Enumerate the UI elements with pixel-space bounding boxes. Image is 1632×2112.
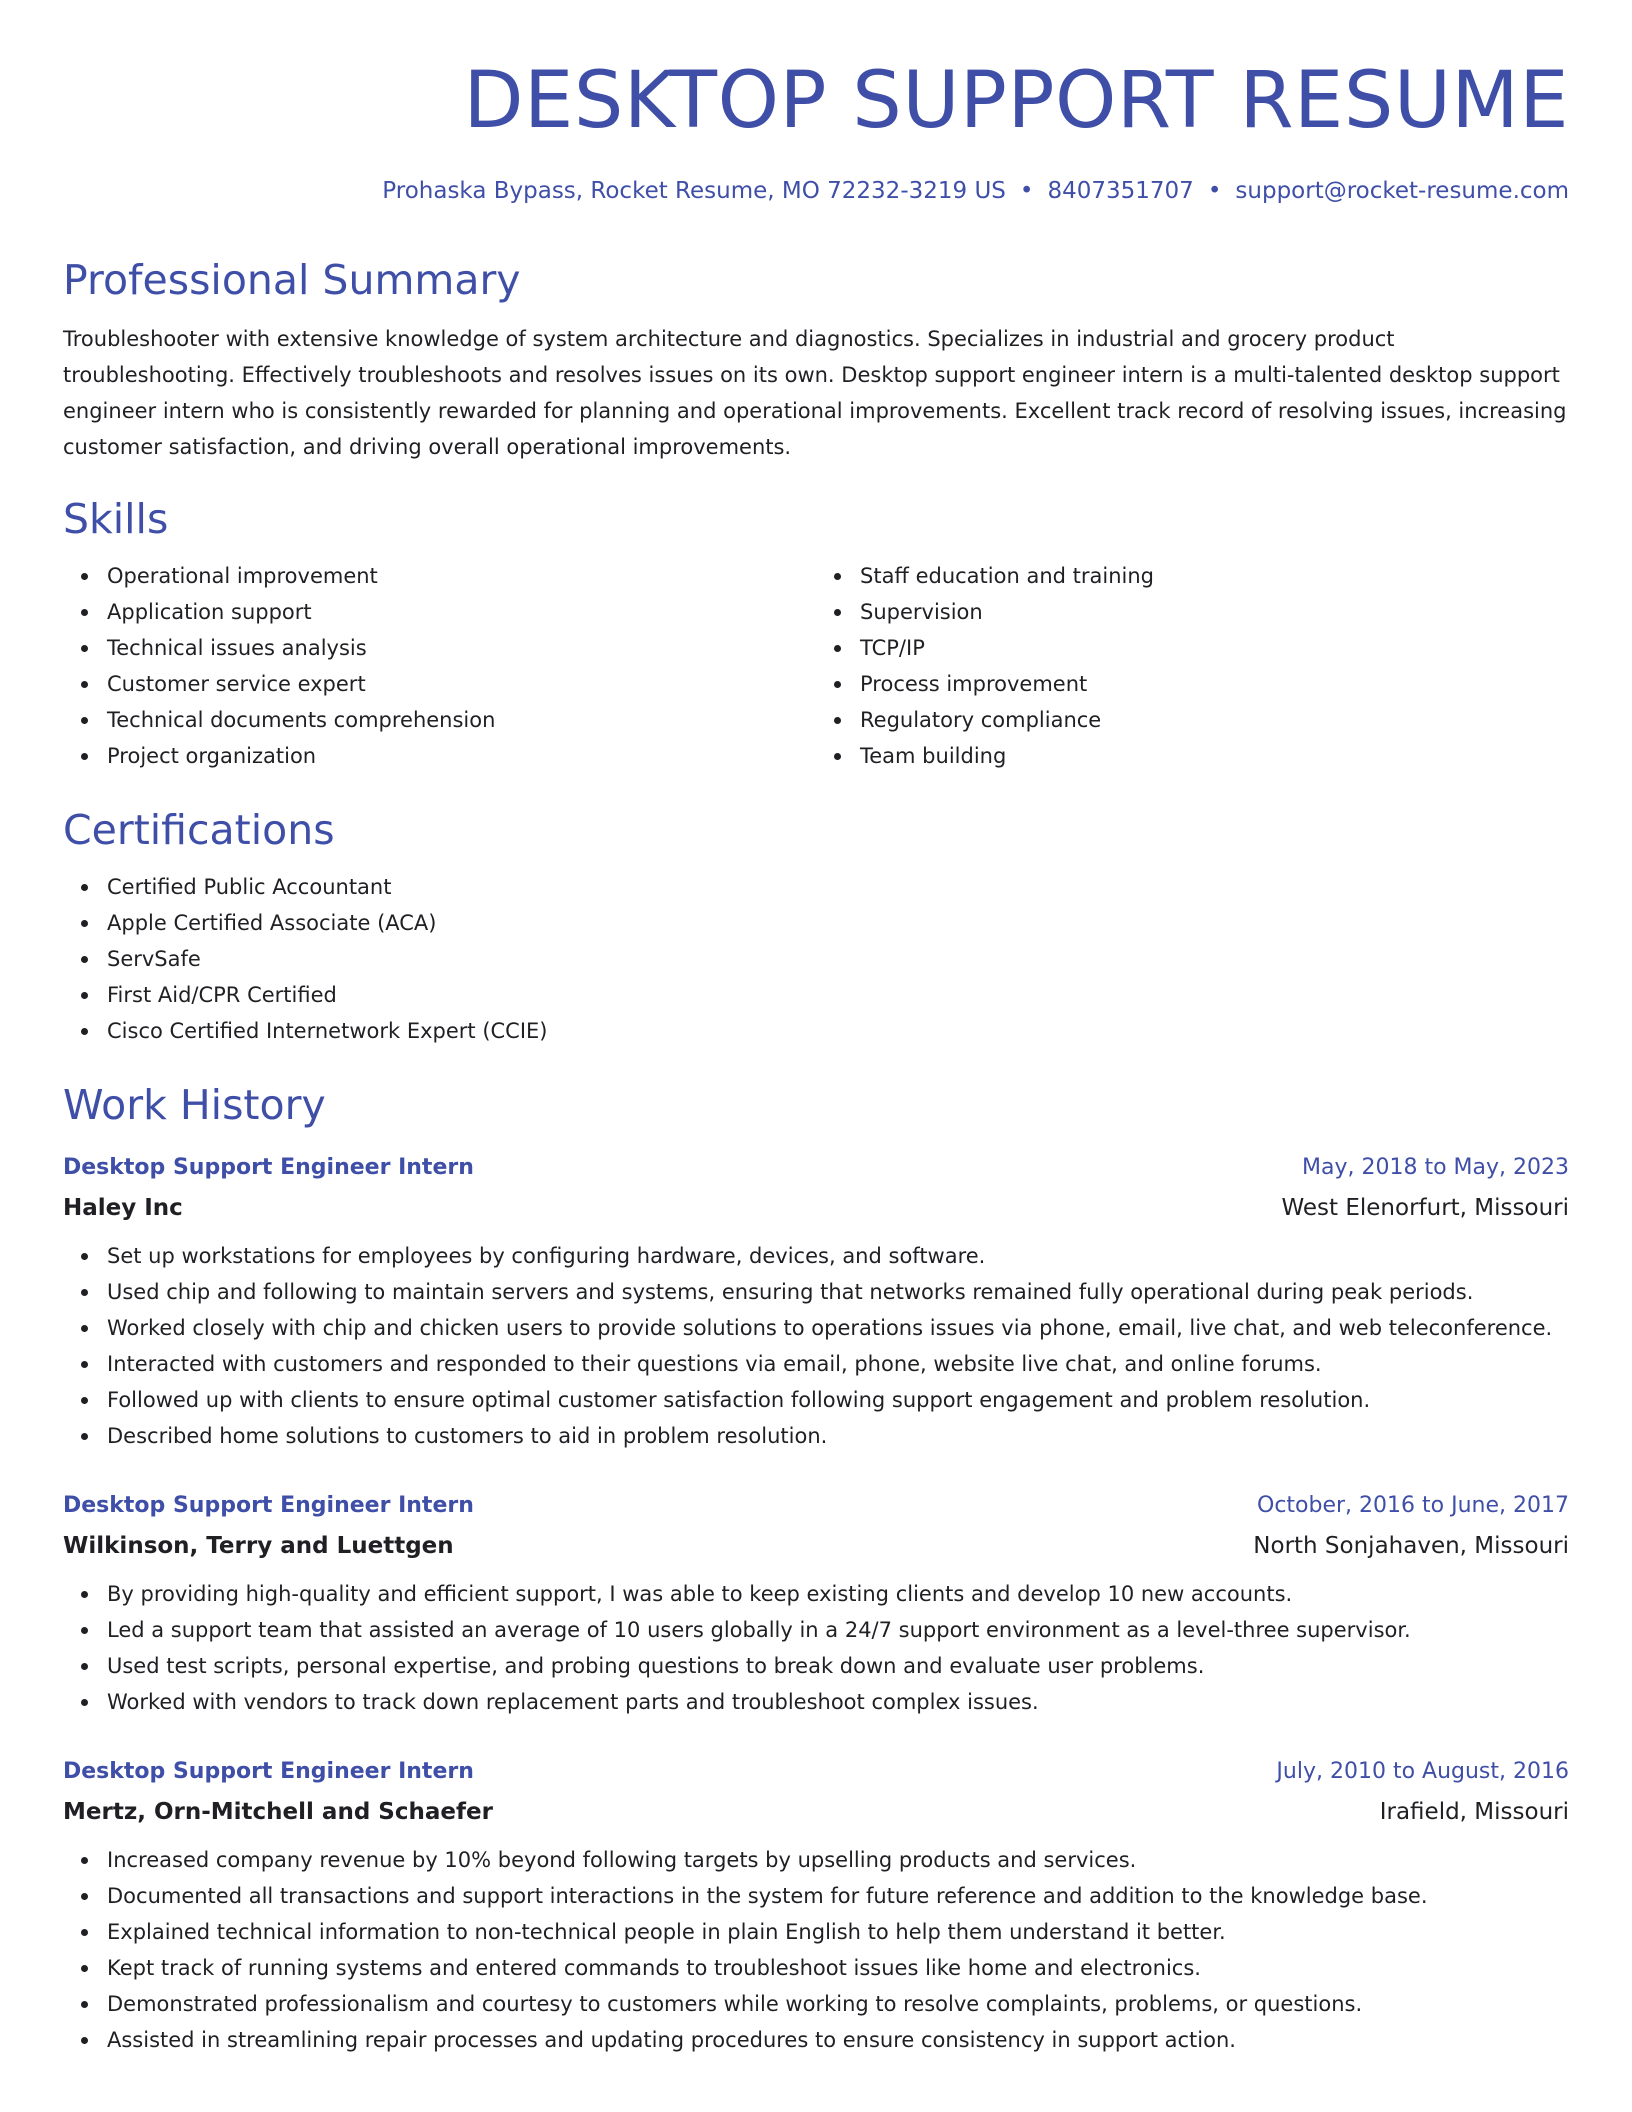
skills-heading: Skills (63, 494, 169, 543)
job-duty: Worked with vendors to track down replacement parts and troubleshoot complex issues. (107, 1684, 1569, 1720)
skills-list-left (63, 558, 816, 774)
skill-item: Staff education and training (860, 558, 1569, 594)
work-history-heading: Work History (63, 1081, 326, 1130)
contact-separator: • (1019, 178, 1034, 204)
certification-item: Cisco Certified Internetwork Expert (CCIE) (107, 1013, 1569, 1049)
contact-line (63, 178, 1569, 206)
job-duty: By providing high-quality and efficient support, I was able to keep existing clients and develop 10 new accounts. (107, 1576, 1569, 1612)
skill-item: Operational improvement (107, 558, 816, 594)
contact-separator: • (1207, 178, 1222, 204)
job-duty: Set up workstations for employees by configuring hardware, devices, and software. (107, 1238, 1569, 1274)
skill-item: Customer service expert (107, 666, 816, 702)
job-company: Wilkinson, Terry and Luettgen (63, 1533, 454, 1560)
job-location: Irafield, Missouri (1379, 1799, 1569, 1826)
job-duty: Used test scripts, personal expertise, and probing questions to break down and evaluate user problems. (107, 1648, 1569, 1684)
contact-email: support@rocket-resume.com (1235, 178, 1569, 204)
certification-item: First Aid/CPR Certified (107, 977, 1569, 1013)
skills-columns (63, 558, 1569, 774)
certifications-list (63, 869, 1569, 1049)
job-duties-list (63, 1576, 1569, 1720)
skill-item: TCP/IP (860, 630, 1569, 666)
skill-item: Technical issues analysis (107, 630, 816, 666)
job-header-row (63, 1486, 1569, 1526)
job-duty: Increased company revenue by 10% beyond following targets by upselling products and services. (107, 1842, 1569, 1878)
job-location: West Elenorfurt, Missouri (1281, 1195, 1569, 1222)
job-duty: Explained technical information to non-technical people in plain English to help them understand it better. (107, 1914, 1569, 1950)
certifications-heading: Certifications (63, 805, 335, 854)
summary-text: Troubleshooter with extensive knowledge of system architecture and diagnostics. Specializes in industrial and grocery product troubleshooting. Effectively troubleshoots and resolves issues on its own. Desktop support engineer intern is a multi-talented desktop support engineer intern who is consistently rewarded for planning and operational improvements. Excellent track record of resolving issues, increasing customer satisfaction, and driving overall operational improvements. (63, 326, 1567, 459)
job-dates: October, 2016 to June, 2017 (1257, 1493, 1569, 1519)
contact-phone: 8407351707 (1047, 178, 1194, 204)
job-header-row (63, 1752, 1569, 1792)
job-duty: Documented all transactions and support interactions in the system for future reference and addition to the knowledge base. (107, 1878, 1569, 1914)
job-duty: Described home solutions to customers to aid in problem resolution. (107, 1418, 1569, 1454)
job-company-row (63, 1188, 1569, 1228)
job-company-row (63, 1792, 1569, 1832)
skill-item: Technical documents comprehension (107, 702, 816, 738)
certification-item: ServSafe (107, 941, 1569, 977)
job-duty: Interacted with customers and responded to their questions via email, phone, website live chat, and online forums. (107, 1346, 1569, 1382)
contact-address: Prohaska Bypass, Rocket Resume, MO 72232-3219 US (382, 178, 1006, 204)
skills-list-right (816, 558, 1569, 774)
job-duties-list (63, 1842, 1569, 2058)
certification-item: Certified Public Accountant (107, 869, 1569, 905)
job-header-row (63, 1148, 1569, 1188)
job-entry (63, 1752, 1569, 2058)
job-entry (63, 1486, 1569, 1720)
job-duties-list (63, 1238, 1569, 1454)
job-duty: Followed up with clients to ensure optimal customer satisfaction following support engagement and problem resolution. (107, 1382, 1569, 1418)
job-duty: Led a support team that assisted an average of 10 users globally in a 24/7 support environment as a level-three supervisor. (107, 1612, 1569, 1648)
job-entry (63, 1148, 1569, 1454)
job-duty: Used chip and following to maintain servers and systems, ensuring that networks remained fully operational during peak periods. (107, 1274, 1569, 1310)
job-duty: Assisted in streamlining repair processes and updating procedures to ensure consistency in support action. (107, 2022, 1569, 2058)
job-location: North Sonjahaven, Missouri (1253, 1533, 1569, 1560)
job-dates: May, 2018 to May, 2023 (1302, 1155, 1569, 1181)
job-duty: Worked closely with chip and chicken users to provide solutions to operations issues via phone, email, live chat, and web teleconference. (107, 1310, 1569, 1346)
summary-heading: Professional Summary (63, 255, 521, 304)
job-duty: Kept track of running systems and entered commands to troubleshoot issues like home and electronics. (107, 1950, 1569, 1986)
job-title: Desktop Support Engineer Intern (63, 1155, 474, 1181)
resume-name: DESKTOP SUPPORT RESUME (463, 56, 1569, 146)
job-title: Desktop Support Engineer Intern (63, 1759, 474, 1785)
job-company: Mertz, Orn-Mitchell and Schaefer (63, 1799, 493, 1826)
skill-item: Team building (860, 738, 1569, 774)
skill-item: Supervision (860, 594, 1569, 630)
skill-item: Project organization (107, 738, 816, 774)
job-company: Haley Inc (63, 1195, 183, 1222)
skill-item: Regulatory compliance (860, 702, 1569, 738)
job-company-row (63, 1526, 1569, 1566)
job-dates: July, 2010 to August, 2016 (1276, 1759, 1569, 1785)
job-title: Desktop Support Engineer Intern (63, 1493, 474, 1519)
certification-item: Apple Certified Associate (ACA) (107, 905, 1569, 941)
skill-item: Application support (107, 594, 816, 630)
job-duty: Demonstrated professionalism and courtesy to customers while working to resolve complaints, problems, or questions. (107, 1986, 1569, 2022)
skill-item: Process improvement (860, 666, 1569, 702)
